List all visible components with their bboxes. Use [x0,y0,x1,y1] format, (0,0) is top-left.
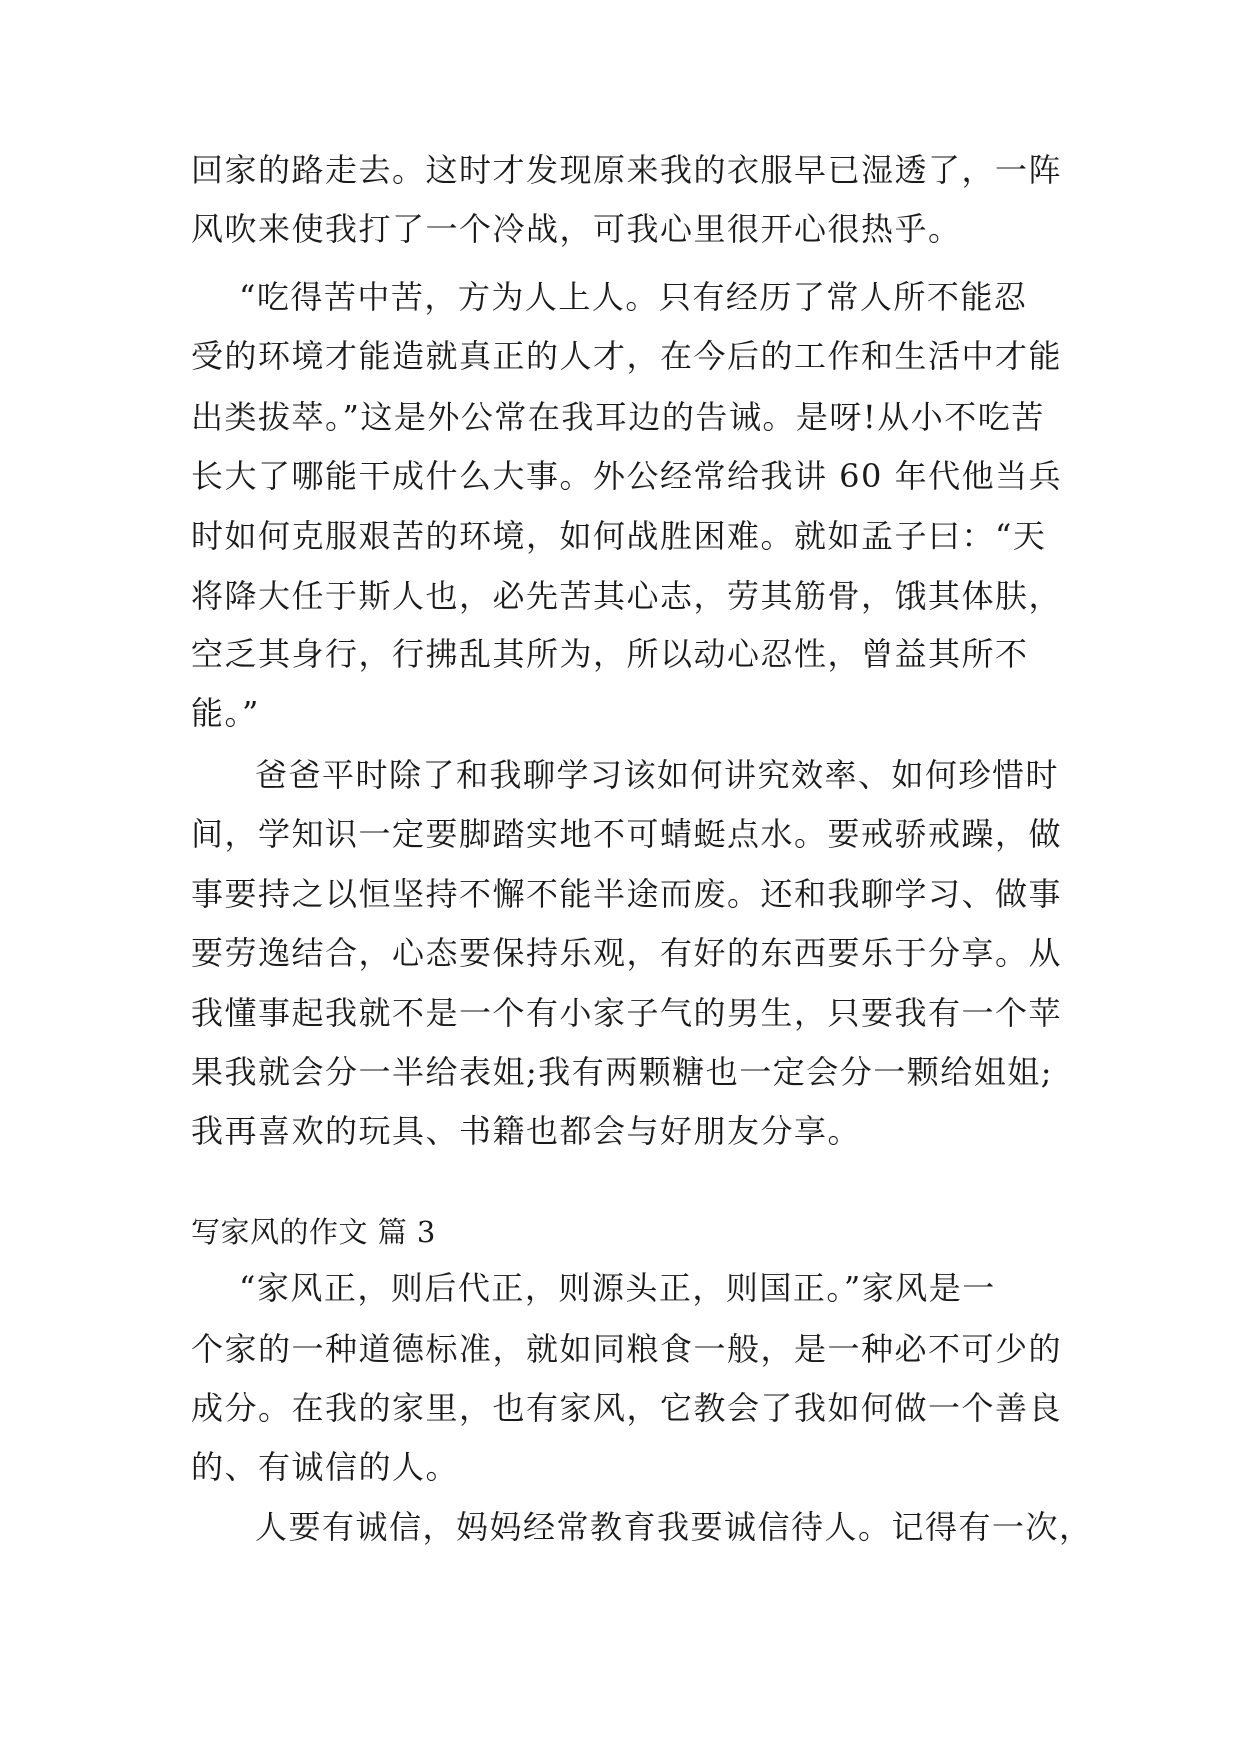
text-line-21: 的、有诚信的人。 [191,1448,460,1486]
text-line-16: 果我就会分一半给表姐;我有两颗糖也一定会分一颗给姐姐; [191,1053,1054,1091]
text-line-20: 成分。在我的家里，也有家风，它教会了我如何做一个善良 [191,1389,1063,1427]
text-line-19: 个家的一种道德标准，就如同粮食一般，是一种必不可少的 [191,1330,1063,1368]
text-line-4: 受的环境才能造就真正的人才，在今后的工作和生活中才能 [191,337,1063,375]
text-line-1: 回家的路走去。这时才发现原来我的衣服早已湿透了，一阵 [191,151,1063,189]
text-line-11: 爸爸平时除了和我聊学习该如何讲究效率、如何珍惜时 [255,756,1060,794]
text-line-7: 时如何克服艰苦的环境，如何战胜困难。就如孟子曰：“天 [191,517,1047,555]
text-line-12: 间，学知识一定要脚踏实地不可蜻蜓点水。要戒骄戒躁，做 [191,815,1063,853]
text-line-5: 出类拔萃。”这是外公常在我耳边的告诫。是呀!从小不吃苦 [191,398,1045,436]
text-line-3: “吃得苦中苦，方为人上人。只有经历了常人所不能忍 [239,278,1028,316]
text-line-9: 空乏其身行，行拂乱其所为，所以动心忍性，曾益其所不 [191,635,1029,673]
text-line-6: 长大了哪能干成什么大事。外公经常给我讲 60 年代他当兵 [191,457,1063,495]
text-line-2: 风吹来使我打了一个冷战，可我心里很开心很热乎。 [191,210,962,248]
text-line-22: 人要有诚信，妈妈经常教育我要诚信待人。记得有一次， [255,1508,1093,1546]
text-line-17: 我再喜欢的玩具、书籍也都会与好朋友分享。 [191,1112,862,1150]
text-line-8: 将降大任于斯人也，必先苦其心志，劳其筋骨，饿其体肤， [191,577,1063,615]
text-line-14: 要劳逸结合，心态要保持乐观，有好的东西要乐于分享。从 [191,934,1063,972]
text-line-10: 能。” [191,694,260,732]
text-line-18: “家风正，则后代正，则源头正，则国正。”家风是一 [239,1269,996,1307]
text-line-13: 事要持之以恒坚持不懈不能半途而废。还和我聊学习、做事 [191,875,1063,913]
section-heading: 写家风的作文 篇 3 [191,1215,436,1249]
text-line-15: 我懂事起我就不是一个有小家子气的男生，只要我有一个苹 [191,994,1063,1032]
